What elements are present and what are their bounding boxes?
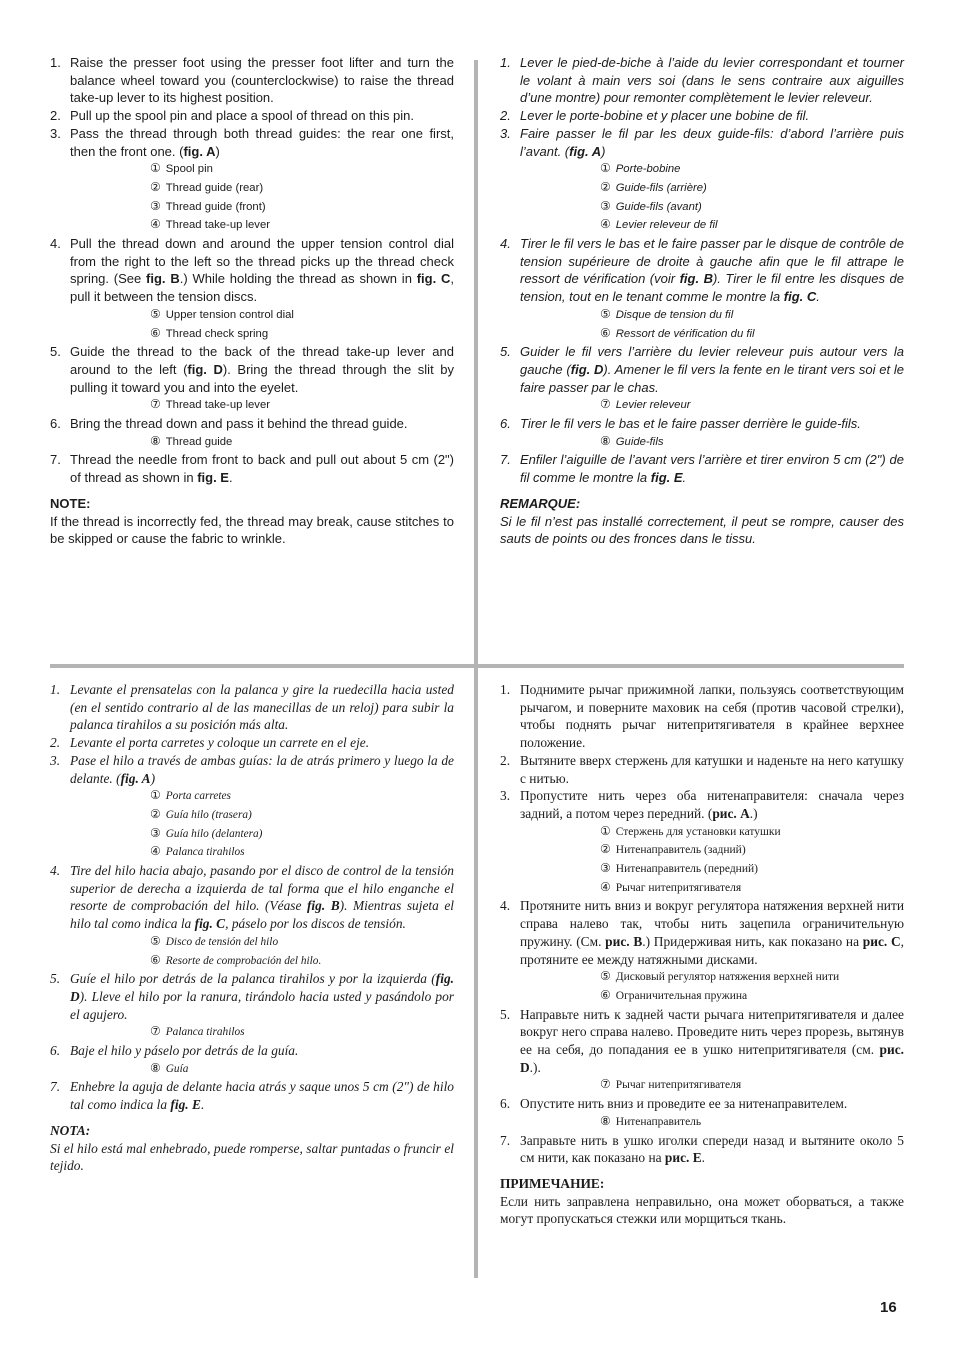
figure-reference: fig. A [569, 143, 602, 159]
step-item [500, 343, 904, 415]
step-item [500, 681, 904, 752]
step-item [500, 107, 904, 125]
parts-legend-item [600, 968, 904, 987]
step-item [50, 415, 454, 451]
step-number: 3. [50, 125, 61, 141]
part-label: Thread guide (front) [165, 200, 266, 213]
steps-list [50, 54, 454, 487]
step-text: Guíe el hilo por detrás de la palanca tirahilos y por la izquierda ( [70, 971, 436, 987]
step-number: 5. [500, 1006, 511, 1022]
step-item [500, 1006, 904, 1096]
step-item [500, 54, 904, 107]
step-item [50, 343, 454, 415]
step-number: 3. [500, 788, 511, 804]
step-text: Guide the thread to the back of the thread take-up lever and around to the left ( [70, 344, 454, 377]
parts-legend-item [150, 325, 454, 344]
parts-legend-item [150, 306, 454, 325]
step-text: Pull the thread down and around the upper tension control dial from the right to the left so the thread picks up the thread check spring. (See [70, 236, 454, 287]
step-text: . [682, 470, 687, 486]
part-label: Levier releveur de fil [615, 219, 718, 232]
step-text: Направьте нить к задней части рычага нитепритягивателя и далее вокруг него справа налево. Проведите нить через прорезь, вытянув ее на себя, до попадания ее в ушко нитепритягивателя (см. [520, 1006, 904, 1058]
step-number: 5. [500, 344, 511, 360]
parts-legend [520, 823, 904, 898]
parts-legend-item [600, 841, 904, 860]
step-number: 1. [50, 682, 61, 697]
parts-legend-item [150, 933, 454, 952]
callout-number: ③ [150, 825, 161, 840]
step-text: Tirer le fil vers le bas et le faire passer derrière le guide-fils. [520, 416, 861, 432]
step-text: , páselo por los discos de tensión. [225, 916, 406, 932]
part-label: Рычаг нитепритягивателя [615, 881, 742, 894]
step-item [50, 235, 454, 343]
part-label: Guía [165, 1062, 189, 1075]
parts-legend-item [150, 787, 454, 806]
step-text: ) [601, 143, 606, 159]
parts-legend [520, 1113, 904, 1132]
step-text: Pass the thread through both thread guides: the rear one first, then the front one. ( [70, 125, 454, 159]
step-text: Заправьте нить в ушко иголки спереди назад и вытяните около 5 см нити, как показано на [520, 1132, 904, 1166]
step-item [50, 734, 454, 752]
parts-legend [70, 396, 454, 415]
parts-legend-item [150, 179, 454, 198]
steps-list [500, 681, 904, 1167]
english-section [50, 54, 454, 548]
part-label: Disco de tensión del hilo [165, 935, 279, 948]
step-text: ) [215, 143, 220, 159]
figure-reference: fig. A [120, 770, 151, 786]
callout-number: ⑥ [150, 325, 161, 340]
step-text: Levante el porta carretes y coloque un carrete en el eje. [70, 735, 370, 751]
callout-number: ① [150, 161, 161, 176]
callout-number: ④ [600, 217, 611, 232]
parts-legend-item [600, 433, 904, 452]
parts-legend [70, 1023, 454, 1042]
step-text: Tirer le fil vers le bas et le faire passer par le disque de contrôle de tension supérieure de droite à gauche afin que le fil attrape le ressort de vérification (voir [520, 236, 904, 287]
callout-number: ⑦ [600, 397, 611, 412]
part-label: Disque de tension du fil [615, 308, 734, 321]
callout-number: ⑧ [150, 1060, 161, 1075]
part-label: Guía hilo (delantera) [165, 827, 263, 840]
note-title: NOTE: [50, 495, 91, 511]
step-text: Baje el hilo y páselo por detrás de la guía. [70, 1043, 299, 1059]
parts-legend-item [150, 806, 454, 825]
parts-legend-item [600, 160, 904, 179]
step-text: Thread the needle from front to back and pull out about 5 cm (2") of thread as shown in [70, 452, 454, 486]
step-item [500, 235, 904, 343]
step-text: ) [150, 770, 156, 786]
step-number: 5. [50, 971, 61, 987]
step-text: Levante el prensatelas con la palanca y gire la ruedecilla hacia usted (en el sentido contrario al de las manecillas de un reloj) para subir la palanca tirahilos a su posición más alta. [70, 682, 454, 733]
figure-reference: рис. B [605, 933, 643, 949]
figure-reference: fig. C [416, 271, 451, 287]
step-text: . [701, 1150, 706, 1166]
step-number: 4. [50, 236, 61, 252]
step-number: 2. [500, 108, 511, 124]
step-item [50, 125, 454, 235]
step-number: 7. [50, 452, 61, 468]
step-text: .). [529, 1059, 541, 1075]
step-text: ). Amener le fil vers la fente en le tirant vers soi et le faire passer par le chas. [520, 361, 905, 395]
step-text: Опустите нить вниз и проведите ее за нитенаправителем. [520, 1096, 848, 1112]
step-text: , pull it between the tension discs. [70, 271, 454, 305]
step-number: 6. [50, 416, 61, 432]
step-number: 1. [500, 55, 511, 70]
step-item [50, 54, 454, 107]
parts-legend-item [150, 1023, 454, 1042]
parts-legend [70, 933, 454, 970]
parts-legend [520, 1076, 904, 1095]
part-label: Upper tension control dial [165, 308, 294, 321]
step-number: 4. [500, 898, 511, 914]
step-text: ). Lleve el hilo por la ranura, tirándolo hacia usted y pasándolo por el agujero. [70, 988, 454, 1022]
step-item [500, 787, 904, 897]
step-number: 4. [500, 236, 511, 252]
parts-legend-item [150, 1060, 454, 1079]
figure-reference: рис. D [520, 1042, 904, 1075]
part-label: Нитенаправитель [615, 1115, 702, 1128]
note-text: Si el hilo está mal enhebrado, puede romperse, saltar puntadas o fruncir el tejido. [50, 1140, 454, 1174]
figure-reference: fig. D [570, 361, 604, 377]
step-number: 6. [50, 1043, 61, 1059]
step-number: 7. [50, 1079, 61, 1095]
figure-reference: рис. C [862, 933, 901, 949]
figure-reference: fig. C [783, 289, 817, 305]
parts-legend-item [600, 306, 904, 325]
step-text: Enfiler l’aiguille de l’avant vers l’arrière et tirer environ 5 cm (2") de fil comme le montre la [520, 452, 904, 486]
step-number: 4. [50, 863, 61, 879]
spanish-section [50, 681, 454, 1175]
figure-reference: рис. A [712, 805, 750, 821]
step-item [50, 752, 454, 862]
page-number: 16 [880, 1299, 897, 1316]
part-label: Palanca tirahilos [165, 1026, 245, 1039]
parts-legend-item [600, 216, 904, 235]
parts-legend-item [150, 843, 454, 862]
callout-number: ⑥ [600, 987, 611, 1002]
step-number: 3. [50, 752, 61, 768]
step-item [500, 125, 904, 235]
step-text: Пропустите нить через оба нитенаправителя: сначала через задний, а потом через передний. ( [520, 788, 904, 821]
note-title: ПРИМЕЧАНИЕ: [500, 1175, 605, 1191]
parts-legend [520, 968, 904, 1005]
parts-legend [520, 306, 904, 343]
parts-legend [70, 433, 454, 452]
step-text: Enhebre la aguja de delante hacia atrás y saque unos 5 cm (2") de hilo tal como indica la [70, 1079, 454, 1113]
callout-number: ① [150, 788, 161, 803]
step-item [50, 107, 454, 125]
part-label: Porte-bobine [615, 163, 681, 176]
parts-legend-item [600, 1113, 904, 1132]
step-text: Lever le pied-de-biche à l’aide du levier correspondant et tourner le volant à main vers soi (dans le sens contraire aux aiguilles d’une montre) pour remonter complètement le levier releveur. [520, 55, 904, 106]
part-label: Porta carretes [165, 790, 231, 803]
figure-reference: fig. B [146, 271, 180, 287]
note-title: REMARQUE: [500, 495, 581, 511]
part-label: Ограничительная пружина [615, 989, 748, 1002]
callout-number: ⑤ [150, 306, 161, 321]
parts-legend [520, 433, 904, 452]
parts-legend [70, 160, 454, 235]
parts-legend-item [150, 396, 454, 415]
figure-reference: fig. D [187, 361, 223, 377]
step-number: 6. [500, 1096, 511, 1112]
part-label: Thread take-up lever [165, 219, 271, 232]
callout-number: ⑤ [600, 306, 611, 321]
figure-reference: рис. E [664, 1150, 702, 1166]
step-item [500, 1132, 904, 1167]
figure-reference: fig. E [170, 1097, 201, 1113]
step-text: . [816, 289, 820, 305]
part-label: Нитенаправитель (задний) [615, 844, 746, 857]
step-text: , протяните ее между натяжными дисками. [520, 933, 904, 967]
parts-legend-item [150, 825, 454, 844]
note-text: Si le fil n’est pas installé correctement, il peut se rompre, causer des sauts de points ou des fronces dans le tissu. [500, 513, 904, 547]
step-number: 7. [500, 1132, 511, 1148]
figure-reference: fig. B [679, 271, 713, 287]
horizontal-divider [50, 664, 904, 668]
french-section [500, 54, 904, 548]
step-text: Faire passer le fil par les deux guide-fils: d’abord l’arrière puis l’avant. ( [520, 125, 904, 159]
step-text: Поднимите рычаг прижимной лапки, пользуясь соответствующим рычагом, и поверните маховик на себя (против часовой стрелки), чтобы поднять рычаг нитепритягивателя в крайнее верхнее положение. [520, 682, 904, 751]
parts-legend-item [600, 396, 904, 415]
parts-legend-item [150, 433, 454, 452]
russian-section [500, 681, 904, 1228]
callout-number: ④ [150, 844, 161, 859]
part-label: Thread take-up lever [165, 399, 271, 412]
step-number: 1. [500, 682, 511, 697]
callout-number: ⑧ [150, 433, 161, 448]
parts-legend-item [150, 952, 454, 971]
part-label: Guía hilo (trasera) [165, 808, 252, 821]
part-label: Resorte de comprobación del hilo. [165, 954, 322, 967]
step-number: 7. [500, 452, 511, 468]
figure-reference: fig. D [70, 971, 454, 1004]
parts-legend-item [600, 860, 904, 879]
callout-number: ⑤ [600, 969, 611, 984]
step-text: .) Придерживая нить, как показано на [642, 933, 863, 949]
figure-reference: fig. C [194, 916, 226, 932]
callout-number: ③ [600, 198, 611, 213]
callout-number: ② [600, 179, 611, 194]
parts-legend [520, 396, 904, 415]
callout-number: ② [150, 806, 161, 821]
parts-legend-item [150, 160, 454, 179]
steps-list [50, 681, 454, 1114]
parts-legend-item [600, 987, 904, 1006]
parts-legend-item [600, 879, 904, 898]
callout-number: ③ [150, 198, 161, 213]
part-label: Palanca tirahilos [165, 846, 245, 859]
step-item [500, 415, 904, 451]
step-number: 2. [500, 752, 511, 768]
step-text: Tire del hilo hacia abajo, pasando por el disco de control de la tensión superior de derecha a izquierda de tal forma que el hilo enganche el resorte de comprobación del hilo. (Véase [70, 863, 454, 914]
step-item [50, 1078, 454, 1113]
step-item [50, 451, 454, 486]
parts-legend-item [600, 1076, 904, 1095]
step-text: .) While holding the thread as shown in [179, 271, 417, 287]
figure-reference: fig. E [650, 470, 683, 486]
figure-reference: fig. B [306, 898, 340, 914]
step-number: 2. [50, 735, 61, 751]
callout-number: ⑦ [600, 1077, 611, 1092]
parts-legend-item [150, 198, 454, 217]
callout-number: ⑥ [600, 325, 611, 340]
step-text: ). Bring the thread through the slit by pulling it toward you and into the eyelet. [70, 361, 454, 395]
callout-number: ⑧ [600, 433, 611, 448]
parts-legend [520, 160, 904, 235]
figure-reference: fig. A [183, 143, 216, 159]
part-label: Spool pin [165, 163, 213, 176]
step-text: Bring the thread down and pass it behind the thread guide. [70, 416, 408, 432]
callout-number: ① [600, 823, 611, 838]
part-label: Levier releveur [615, 399, 691, 412]
part-label: Thread guide (rear) [165, 181, 264, 194]
part-label: Стержень для установки катушки [615, 825, 781, 838]
step-text: ). Mientras sujeta el hilo tal como indica la [70, 898, 454, 932]
part-label: Guide-fils (avant) [615, 200, 702, 213]
figure-reference: fig. E [197, 470, 229, 486]
parts-legend-item [600, 823, 904, 842]
step-number: 2. [50, 108, 61, 124]
part-label: Дисковый регулятор натяжения верхней нити [615, 971, 840, 984]
step-number: 1. [50, 55, 61, 70]
callout-number: ⑤ [150, 933, 161, 948]
parts-legend [70, 787, 454, 862]
callout-number: ⑧ [600, 1113, 611, 1128]
callout-number: ⑥ [150, 952, 161, 967]
note-title: NOTA: [50, 1122, 91, 1138]
step-text: . [228, 470, 233, 486]
step-item [50, 970, 454, 1042]
callout-number: ④ [600, 879, 611, 894]
step-number: 3. [500, 125, 511, 141]
step-item [50, 681, 454, 734]
parts-legend-item [600, 179, 904, 198]
step-item [50, 862, 454, 970]
parts-legend [70, 1060, 454, 1079]
callout-number: ① [600, 161, 611, 176]
part-label: Рычаг нитепритягивателя [615, 1079, 742, 1092]
step-item [500, 451, 904, 486]
step-item [500, 752, 904, 787]
parts-legend [70, 306, 454, 343]
step-text: Вытяните вверх стержень для катушки и наденьте на него катушку с нитью. [520, 752, 904, 786]
step-number: 6. [500, 416, 511, 432]
step-item [50, 1042, 454, 1078]
step-text: Протяните нить вниз и вокруг регулятора натяжения верхней нити справа налево так, чтобы нить зацепила ограничительную пружину. (См. [520, 898, 904, 949]
callout-number: ⑦ [150, 1024, 161, 1039]
step-text: Pase el hilo a través de ambas guías: la de atrás primero y luego la de delante. ( [70, 752, 454, 786]
step-item [500, 897, 904, 1005]
callout-number: ④ [150, 217, 161, 232]
part-label: Thread guide [165, 435, 233, 448]
step-item [500, 1095, 904, 1131]
part-label: Guide-fils [615, 435, 664, 448]
part-label: Guide-fils (arrière) [615, 181, 707, 194]
vertical-divider [474, 60, 478, 1278]
callout-number: ⑦ [150, 397, 161, 412]
note-text: If the thread is incorrectly fed, the thread may break, cause stitches to be skipped or cause the fabric to wrinkle. [50, 513, 454, 547]
step-text: Pull up the spool pin and place a spool of thread on this pin. [70, 108, 415, 124]
step-number: 5. [50, 344, 61, 360]
callout-number: ② [150, 179, 161, 194]
step-text: Lever le porte-bobine et y placer une bobine de fil. [520, 108, 810, 124]
part-label: Нитенаправитель (передний) [615, 863, 758, 876]
callout-number: ② [600, 842, 611, 857]
step-text: .) [749, 805, 758, 821]
steps-list [500, 54, 904, 487]
step-text: Guider le fil vers l’arrière du levier releveur puis autour vers la gauche ( [520, 344, 904, 377]
callout-number: ③ [600, 861, 611, 876]
parts-legend-item [600, 198, 904, 217]
note-text: Если нить заправлена неправильно, она может оборваться, а также могут пропускаться стежки или морщиться ткань. [500, 1193, 904, 1227]
step-text: . [200, 1097, 205, 1113]
parts-legend-item [150, 216, 454, 235]
parts-legend-item [600, 325, 904, 344]
step-text: Raise the presser foot using the presser foot lifter and turn the balance wheel toward you (counterclockwise) to raise the thread take-up lever to its highest position. [70, 55, 454, 106]
part-label: Ressort de vérification du fil [615, 327, 755, 340]
part-label: Thread check spring [165, 327, 269, 340]
step-text: ). Tirer le fil entre les disques de tension, tout en le tenant comme le montre la [520, 271, 904, 305]
